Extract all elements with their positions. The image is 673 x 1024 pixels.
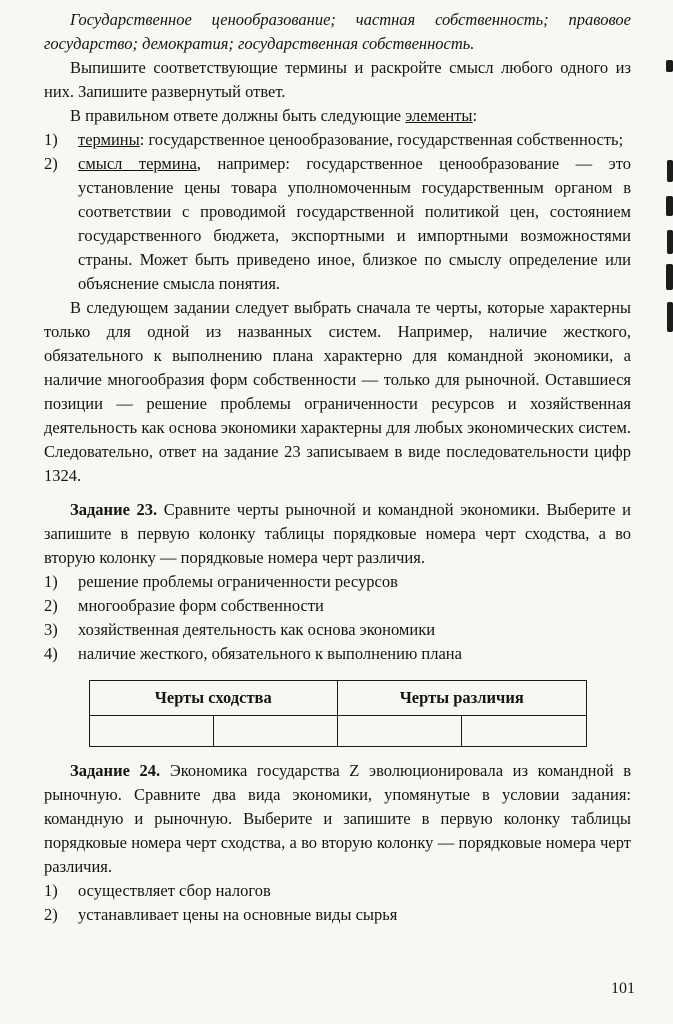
list-item-text: устанавливает цены на основные виды сырья (78, 905, 398, 924)
similarities-column-header: Черты сходства (89, 681, 338, 716)
list-item-number: 1) (44, 572, 58, 591)
task23-title: Задание 23. (70, 500, 158, 519)
underlined-term: смысл термина (78, 154, 197, 173)
task23-options-list (44, 570, 631, 666)
page-content (44, 8, 631, 927)
scan-artifact (667, 160, 673, 182)
list-item (44, 594, 631, 618)
list-item-number: 2) (44, 905, 58, 924)
list-item-number: 1) (44, 881, 58, 900)
answer-elements-underlined: элементы (405, 106, 473, 125)
list-item-text: наличие жесткого, обязательного к выполнению плана (78, 644, 462, 663)
scan-artifact (666, 60, 673, 72)
scan-artifact (666, 264, 673, 290)
task24-options-list (44, 879, 631, 927)
answer-cell (462, 716, 586, 747)
explanation-paragraph (44, 296, 631, 488)
list-item-text (78, 152, 631, 296)
task24-text: Экономика государства Z эволюционировала из командной в рыночную. Сравните два вида экономики, упомянутые в условии задания: командную и рыночную. Выберите и запишите в первую колонку таблицы порядковые номера черт сходства, а во вторую колонку — порядковые номера черт различия. (44, 761, 631, 876)
italic-terms-text: Государственное ценообразование; частная собственность; правовое государство; демократия; государственная собственность. (44, 10, 631, 53)
instruction-paragraph (44, 56, 631, 104)
list-item (44, 879, 631, 903)
list-item (44, 570, 631, 594)
task24-title: Задание 24. (70, 761, 161, 780)
list-item (44, 642, 631, 666)
page-number: 101 (611, 980, 635, 997)
answer-elements-prefix: В правильном ответе должны быть следующие (70, 106, 406, 125)
list-item-text (78, 128, 631, 152)
list-item-text: многообразие форм собственности (78, 596, 324, 615)
explanation-text: В следующем задании следует выбрать сначала те черты, которые характерны только для одной из названных систем. Например, наличие жесткого, обязательного к выполнению плана характерно для командной экономики, а наличие многообразия форм собственности — только для рыночной. Оставшиеся позиции — решение проблемы ограниченности ресурсов и хозяйственная деятельность как основа экономики характерны для любых экономических систем. Следовательно, ответ на задание 23 записываем в виде последовательности цифр 1324. (44, 298, 631, 485)
table-header-row (89, 681, 586, 716)
list-item-number: 1) (44, 130, 58, 149)
task23-paragraph (44, 498, 631, 570)
list-item (44, 128, 631, 152)
scan-artifact (667, 230, 673, 254)
list-item (44, 152, 631, 296)
list-item-text: хозяйственная деятельность как основа экономики (78, 620, 436, 639)
answer-cell (213, 716, 337, 747)
list-item-number: 2) (44, 154, 58, 173)
scan-artifact (666, 196, 673, 216)
list-item-text: осуществляет сбор налогов (78, 881, 271, 900)
list-item-number: 4) (44, 644, 58, 663)
list-item-number: 2) (44, 596, 58, 615)
list-item (44, 903, 631, 927)
list-item (44, 618, 631, 642)
answer-elements-list (44, 128, 631, 296)
list-item-text: решение проблемы ограниченности ресурсов (78, 572, 398, 591)
instruction-text: Выпишите соответствующие термины и раскройте смысл любого одного из них. Запишите развернутый ответ. (44, 58, 631, 101)
item-rest-text: : государственное ценообразование, государственная собственность; (139, 130, 624, 149)
scan-artifact (667, 302, 673, 332)
list-item-number: 3) (44, 620, 58, 639)
answer-cell (338, 716, 462, 747)
task24-paragraph (44, 759, 631, 879)
answer-cell (89, 716, 213, 747)
terms-intro-paragraph (44, 8, 631, 56)
task23-text: Сравните черты рыночной и командной экономики. Выберите и запишите в первую колонку таблицы порядковые номера черт сходства, а во вторую колонку — порядковые номера черт различия. (44, 500, 632, 567)
table-answer-row (89, 716, 586, 747)
item-rest-text: , например: государственное ценообразование — это установление цены товара уполномоченным государственным органом в соответствии с проводимой государственной политикой цен, состоянием государственного бюджета, экспортными и импортными возможностями страны. Может быть приведено иное, близкое по смыслу определение или объяснение смысла понятия. (78, 154, 631, 293)
answer-elements-suffix: : (472, 106, 478, 125)
comparison-table (89, 680, 587, 747)
answer-elements-paragraph (44, 104, 631, 128)
differences-column-header: Черты различия (338, 681, 587, 716)
spacer (44, 488, 631, 498)
underlined-term: термины (78, 130, 140, 149)
